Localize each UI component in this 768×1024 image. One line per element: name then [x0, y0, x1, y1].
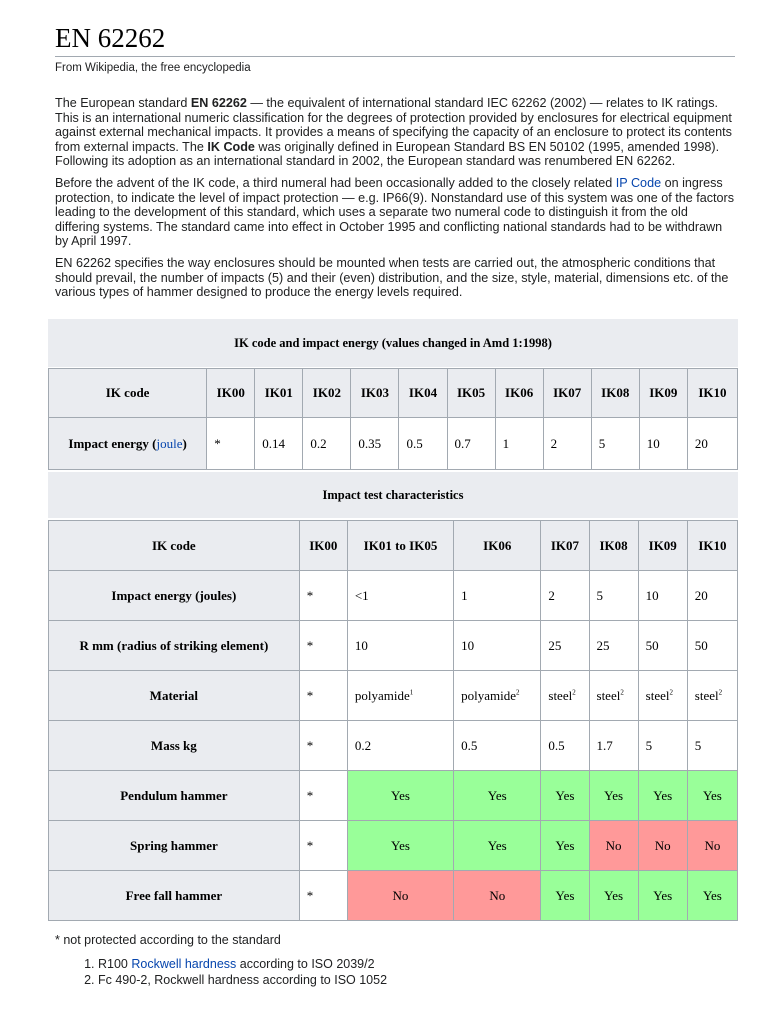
table-cell: steel$^2$ — [638, 671, 687, 721]
table-cell: Yes — [541, 821, 589, 871]
reference-item: 2. Fc 490-2, Rockwell hardness according to ISO 1052 — [98, 972, 387, 988]
table-header-cell: IK03 — [351, 369, 399, 418]
table-header-cell: IK08 — [589, 521, 638, 571]
table-header-cell: IK06 — [454, 521, 541, 571]
table-cell: No — [687, 821, 737, 871]
footnote-marker: 2 — [718, 688, 723, 697]
table-row — [49, 871, 738, 921]
table-cell: Yes — [454, 821, 541, 871]
joule-link[interactable]: joule — [156, 435, 183, 451]
paragraph-history: Before the advent of the IK code, a third numeral had been occasionally added to the closely related IP Code on ingress protection, to indicate the level of impact protection — e.g. IP66(9). Nonstandard use of this system was one of the factors leading to the development of this standard, which uses a separate two numeral code to distinguish it from the old differing systems. The standard came into effect in October 1995 and conflicting national standards had to be withdrawn by April 1997. — [55, 175, 735, 249]
table-cell: * — [207, 418, 255, 470]
table-cell: <1 — [347, 571, 453, 621]
table-cell: 20 — [687, 418, 737, 470]
table-header-cell: IK09 — [639, 369, 687, 418]
table-cell: 0.35 — [351, 418, 399, 470]
row-label: Spring hammer — [49, 821, 300, 871]
footnote: * not protected according to the standard — [55, 933, 281, 947]
table-cell: 5 — [589, 571, 638, 621]
table-cell: 10 — [638, 571, 687, 621]
paragraph-intro: The European standard EN 62262 — the equivalent of international standard IEC 62262 (2002) — relates to IK ratings. This is an international numeric classification for the degrees of protection provided by enclosures for electrical equipment against external mechanical impacts. It provides a means of specifying the capacity of an enclosure to protect its contents from external impacts. The IK Code was originally defined in European Standard BS EN 50102 (1995, amended 1998). Following its adoption as an international standard in 2002, the European standard was renumbered EN 62262. — [55, 96, 732, 169]
table-cell: 5 — [687, 721, 737, 771]
table-cell: Yes — [687, 771, 737, 821]
footnote-marker: 2 — [516, 688, 520, 697]
table-row — [49, 521, 738, 571]
table-cell: * — [299, 621, 347, 671]
table-cell: Yes — [589, 871, 638, 921]
table-cell: 0.5 — [454, 721, 541, 771]
impact-test-table — [48, 520, 738, 921]
table-cell: 0.2 — [303, 418, 351, 470]
table-cell: 50 — [687, 621, 737, 671]
row-label: Material — [49, 671, 300, 721]
table-cell: * — [299, 771, 347, 821]
table-row — [49, 771, 738, 821]
table-cell: * — [299, 671, 347, 721]
table-cell: No — [347, 871, 453, 921]
table-cell: 0.14 — [255, 418, 303, 470]
table-cell: 2 — [543, 418, 591, 470]
table-cell: * — [299, 721, 347, 771]
table-cell: Yes — [454, 771, 541, 821]
table-cell: 10 — [639, 418, 687, 470]
rockwell-hardness-link[interactable]: Rockwell hardness — [131, 957, 237, 971]
table-header-cell: IK code — [49, 369, 207, 418]
footnote-marker: 1 — [409, 688, 414, 697]
row-label: Free fall hammer — [49, 871, 300, 921]
table-cell: 0.7 — [447, 418, 495, 470]
ik-energy-table — [48, 368, 738, 470]
table-header-cell: IK09 — [638, 521, 687, 571]
table1-caption: IK code and impact energy (values changed in Amd 1:1998) — [48, 319, 738, 367]
row-label: Mass kg — [49, 721, 300, 771]
table-row — [49, 571, 738, 621]
table-header-cell: IK02 — [303, 369, 351, 418]
table-cell: * — [299, 571, 347, 621]
table-cell: Yes — [687, 871, 737, 921]
table2-caption: Impact test characteristics — [48, 472, 738, 518]
table-header-cell: IK00 — [207, 369, 255, 418]
table-cell: 20 — [687, 571, 737, 621]
table-header-cell: IK10 — [687, 369, 737, 418]
table-header-cell: IK06 — [495, 369, 543, 418]
references-list — [62, 956, 387, 988]
page-subtitle: From Wikipedia, the free encyclopedia — [55, 62, 251, 74]
row-label: Pendulum hammer — [49, 771, 300, 821]
row-label: R mm (radius of striking element) — [49, 621, 300, 671]
table-row — [49, 369, 738, 418]
footnote-marker: 2 — [572, 688, 576, 697]
table-cell: Yes — [638, 871, 687, 921]
table-cell: polyamide$^2$ — [454, 671, 541, 721]
table-header-cell: IK08 — [591, 369, 639, 418]
table-row — [49, 721, 738, 771]
table-row — [49, 621, 738, 671]
table-cell: 25 — [589, 621, 638, 671]
table-cell: Yes — [638, 771, 687, 821]
table-header-cell: IK10 — [687, 521, 737, 571]
table-cell: 50 — [638, 621, 687, 671]
table-cell: 0.2 — [347, 721, 453, 771]
table-cell: 10 — [454, 621, 541, 671]
table-cell: Yes — [589, 771, 638, 821]
table-header-cell: IK01 — [255, 369, 303, 418]
table-row — [49, 821, 738, 871]
table-header-cell: IK04 — [399, 369, 447, 418]
table-header-cell: IK00 — [299, 521, 347, 571]
table-cell: 5 — [591, 418, 639, 470]
table-cell: steel$^2$ — [687, 671, 737, 721]
row-label: Impact energy (joules) — [49, 571, 300, 621]
table-cell: * — [299, 871, 347, 921]
table-cell: 2 — [541, 571, 589, 621]
table-cell: No — [638, 821, 687, 871]
table-cell: 10 — [347, 621, 453, 671]
table-cell: 1 — [495, 418, 543, 470]
table-header-cell: IK07 — [543, 369, 591, 418]
footnote-marker: 2 — [620, 688, 624, 697]
table-cell: steel$^2$ — [589, 671, 638, 721]
table-cell: No — [454, 871, 541, 921]
table-cell: 25 — [541, 621, 589, 671]
table-cell: Yes — [541, 771, 589, 821]
reference-item: 1. R100 Rockwell hardness according to ISO 2039/2 — [98, 956, 387, 972]
table-cell: 0.5 — [399, 418, 447, 470]
table-row — [49, 418, 738, 470]
page-title: EN 62262 — [55, 22, 735, 57]
table-header-cell: Impact energy (joule) — [49, 418, 207, 470]
table-cell: 5 — [638, 721, 687, 771]
table-header-cell: IK07 — [541, 521, 589, 571]
ip-code-link[interactable]: IP Code — [615, 175, 662, 190]
paragraph-specs: EN 62262 specifies the way enclosures should be mounted when tests are carried out, the atmospheric conditions that should prevail, the number of impacts (5) and their (even) distribution, and the size, style, material, dimensions etc. of the various types of hammer designed to produce the energy levels required. — [55, 255, 729, 300]
table-cell: polyamide$^1$ — [347, 671, 453, 721]
table-row — [49, 671, 738, 721]
table-cell: steel$^2$ — [541, 671, 589, 721]
table-cell: 0.5 — [541, 721, 589, 771]
table-header-cell: IK01 to IK05 — [347, 521, 453, 571]
table-cell: Yes — [541, 871, 589, 921]
table-header-cell: IK code — [49, 521, 300, 571]
table-cell: Yes — [347, 821, 453, 871]
footnote-marker: 2 — [669, 688, 673, 697]
table-cell: No — [589, 821, 638, 871]
table-cell: 1.7 — [589, 721, 638, 771]
table-header-cell: IK05 — [447, 369, 495, 418]
table-cell: * — [299, 821, 347, 871]
table-cell: 1 — [454, 571, 541, 621]
table-cell: Yes — [347, 771, 453, 821]
article — [55, 0, 735, 300]
